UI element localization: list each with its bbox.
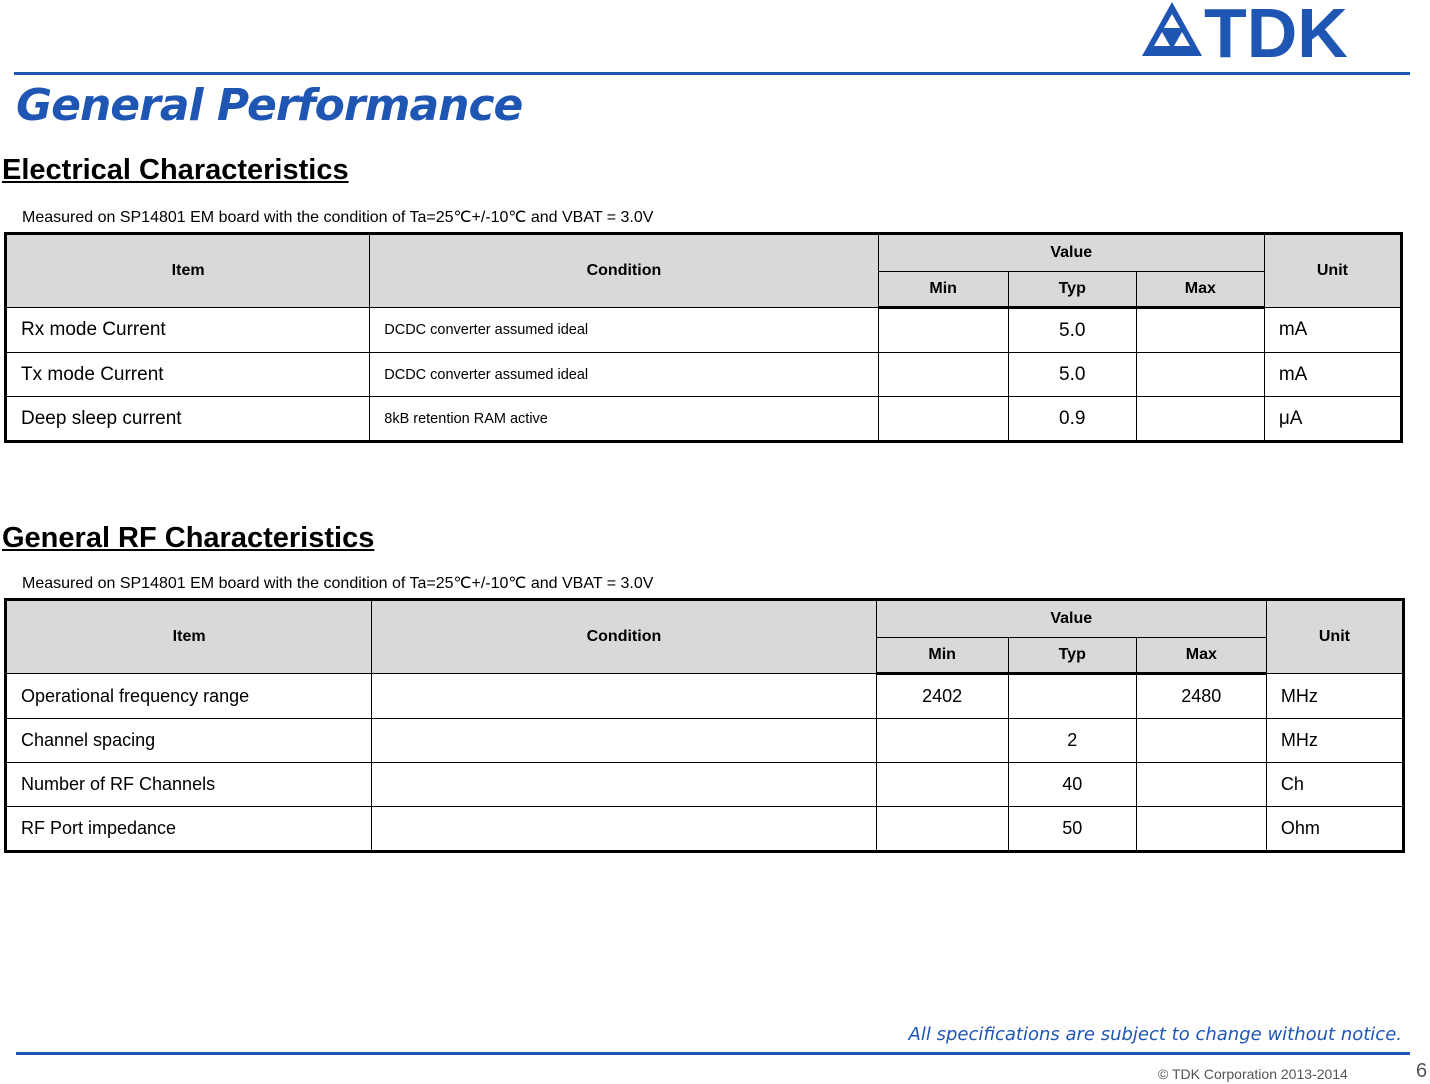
cell-unit: mA: [1264, 353, 1401, 397]
header-min: Min: [878, 272, 1008, 308]
header-typ: Typ: [1008, 638, 1136, 674]
change-notice: All specifications are subject to change without notice.: [908, 1024, 1402, 1045]
rf-table: [4, 598, 1405, 853]
header-condition: Condition: [370, 234, 878, 308]
cell-unit: MHz: [1266, 674, 1403, 719]
cell-max: [1136, 807, 1266, 852]
cell-item: Tx mode Current: [6, 353, 370, 397]
cell-condition: DCDC converter assumed ideal: [370, 353, 878, 397]
header-min: Min: [876, 638, 1008, 674]
table-row: [6, 308, 1402, 353]
table-row: [6, 763, 1404, 807]
cell-condition: 8kB retention RAM active: [370, 397, 878, 442]
cell-min: [876, 763, 1008, 807]
cell-condition: [372, 674, 876, 719]
cell-item: Channel spacing: [6, 719, 372, 763]
top-rule: [14, 72, 1410, 75]
cell-max: [1136, 719, 1266, 763]
cell-min: [878, 353, 1008, 397]
cell-max: 2480: [1136, 674, 1266, 719]
cell-min: [878, 308, 1008, 353]
cell-unit: mA: [1264, 308, 1401, 353]
cell-unit: Ch: [1266, 763, 1403, 807]
cell-unit: μA: [1264, 397, 1401, 442]
cell-max: [1136, 397, 1264, 442]
cell-max: [1136, 763, 1266, 807]
page-title: General Performance: [16, 80, 523, 131]
section-heading-rf: General RF Characteristics: [2, 522, 375, 554]
header-unit: Unit: [1264, 234, 1401, 308]
header-condition: Condition: [372, 600, 876, 674]
measure-note-rf: Measured on SP14801 EM board with the condition of Ta=25℃+/-10℃ and VBAT = 3.0V: [22, 575, 654, 592]
cell-typ: 5.0: [1008, 353, 1136, 397]
table-row: [6, 719, 1404, 763]
table-row: [6, 807, 1404, 852]
table-row: [6, 674, 1404, 719]
cell-unit: MHz: [1266, 719, 1403, 763]
copyright: © TDK Corporation 2013-2014: [1158, 1066, 1348, 1082]
header-value: Value: [878, 234, 1264, 272]
cell-condition: [372, 719, 876, 763]
table-row: [6, 353, 1402, 397]
cell-typ: 40: [1008, 763, 1136, 807]
table-row: [6, 397, 1402, 442]
cell-unit: Ohm: [1266, 807, 1403, 852]
cell-typ: 5.0: [1008, 308, 1136, 353]
cell-typ: 50: [1008, 807, 1136, 852]
header-typ: Typ: [1008, 272, 1136, 308]
header-max: Max: [1136, 272, 1264, 308]
header-value: Value: [876, 600, 1266, 638]
electrical-table: [4, 232, 1403, 443]
cell-condition: [372, 807, 876, 852]
cell-min: [876, 807, 1008, 852]
cell-condition: DCDC converter assumed ideal: [370, 308, 878, 353]
cell-item: Rx mode Current: [6, 308, 370, 353]
header-max: Max: [1136, 638, 1266, 674]
cell-typ: 2: [1008, 719, 1136, 763]
cell-typ: [1008, 674, 1136, 719]
cell-max: [1136, 353, 1264, 397]
logo-text: TDK: [1204, 0, 1348, 62]
header-unit: Unit: [1266, 600, 1403, 674]
bottom-rule: [16, 1052, 1410, 1055]
cell-item: RF Port impedance: [6, 807, 372, 852]
page-number: 6: [1416, 1060, 1428, 1082]
header-item: Item: [6, 234, 370, 308]
cell-max: [1136, 308, 1264, 353]
header-item: Item: [6, 600, 372, 674]
cell-min: [876, 719, 1008, 763]
section-heading-electrical: Electrical Characteristics: [2, 154, 349, 186]
tdk-logo: [1140, 0, 1410, 62]
cell-item: Deep sleep current: [6, 397, 370, 442]
cell-item: Operational frequency range: [6, 674, 372, 719]
measure-note-electrical: Measured on SP14801 EM board with the condition of Ta=25℃+/-10℃ and VBAT = 3.0V: [22, 209, 654, 226]
cell-item: Number of RF Channels: [6, 763, 372, 807]
cell-typ: 0.9: [1008, 397, 1136, 442]
cell-condition: [372, 763, 876, 807]
cell-min: 2402: [876, 674, 1008, 719]
cell-min: [878, 397, 1008, 442]
